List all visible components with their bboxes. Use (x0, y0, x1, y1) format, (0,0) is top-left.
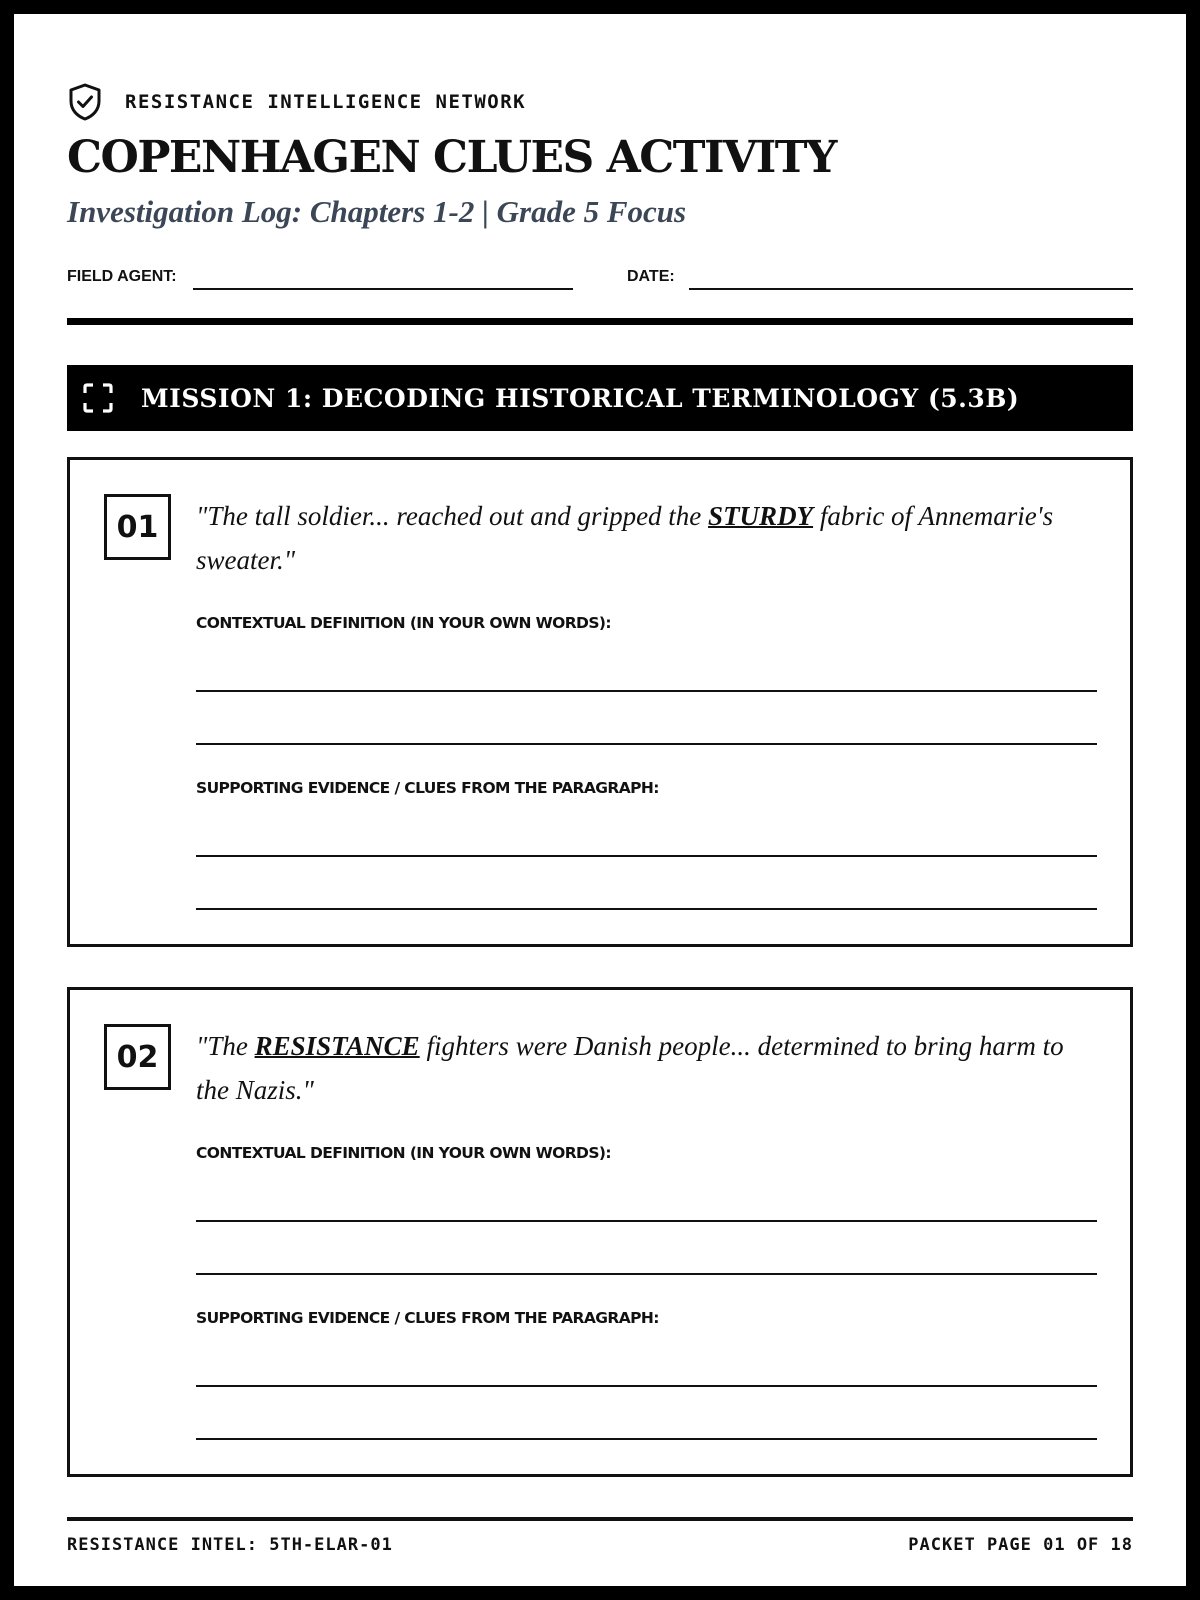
evidence-label: SUPPORTING EVIDENCE / CLUES FROM THE PARAGRAPH: (196, 1309, 659, 1327)
question-card (67, 457, 1133, 947)
question-quote (196, 494, 1096, 582)
date-label: DATE: (627, 268, 675, 285)
mission-title: MISSION 1: DECODING HISTORICAL TERMINOLOGY (5.3B) (141, 383, 1020, 413)
quote-text-after: fighters were Danish people... determined to bring harm to the Nazis." (196, 1031, 1064, 1105)
evidence-answer-line[interactable] (196, 855, 1097, 857)
definition-answer-line[interactable] (196, 1273, 1097, 1275)
field-agent-label: FIELD AGENT: (67, 268, 177, 285)
footer-divider (67, 1517, 1133, 1521)
evidence-answer-line[interactable] (196, 1385, 1097, 1387)
footer-document-code: RESISTANCE INTEL: 5TH-ELAR-01 (67, 1535, 393, 1555)
page-footer (67, 1535, 1133, 1559)
focus-bracket-icon (83, 383, 113, 413)
question-number: 01 (104, 494, 171, 560)
agent-date-fields (67, 258, 1133, 290)
page-subtitle: Investigation Log: Chapters 1-2 | Grade 5 Focus (67, 194, 687, 229)
network-name: RESISTANCE INTELLIGENCE NETWORK (125, 91, 527, 113)
question-number: 02 (104, 1024, 171, 1090)
evidence-answer-line[interactable] (196, 1438, 1097, 1440)
question-quote (196, 1024, 1096, 1112)
worksheet-page (14, 14, 1186, 1586)
quote-keyword: RESISTANCE (254, 1031, 420, 1061)
question-card (67, 987, 1133, 1477)
page-title: COPENHAGEN CLUES ACTIVITY (67, 132, 836, 183)
header-divider (67, 318, 1133, 325)
evidence-answer-line[interactable] (196, 908, 1097, 910)
definition-label: CONTEXTUAL DEFINITION (IN YOUR OWN WORDS): (196, 614, 611, 632)
field-agent-input[interactable] (193, 288, 573, 290)
definition-answer-line[interactable] (196, 1220, 1097, 1222)
network-header (67, 82, 1133, 122)
definition-answer-line[interactable] (196, 690, 1097, 692)
date-input[interactable] (689, 288, 1133, 290)
mission-banner (67, 365, 1133, 431)
shield-check-icon (67, 82, 103, 122)
definition-label: CONTEXTUAL DEFINITION (IN YOUR OWN WORDS): (196, 1144, 611, 1162)
footer-page-number: PACKET PAGE 01 OF 18 (908, 1535, 1133, 1555)
evidence-label: SUPPORTING EVIDENCE / CLUES FROM THE PARAGRAPH: (196, 779, 659, 797)
quote-text-after: fabric of Annemarie's sweater." (196, 501, 1054, 575)
quote-text-before: "The (196, 1031, 255, 1061)
quote-keyword: STURDY (708, 501, 814, 531)
quote-text-before: "The tall soldier... reached out and gripped the (196, 501, 709, 531)
definition-answer-line[interactable] (196, 743, 1097, 745)
